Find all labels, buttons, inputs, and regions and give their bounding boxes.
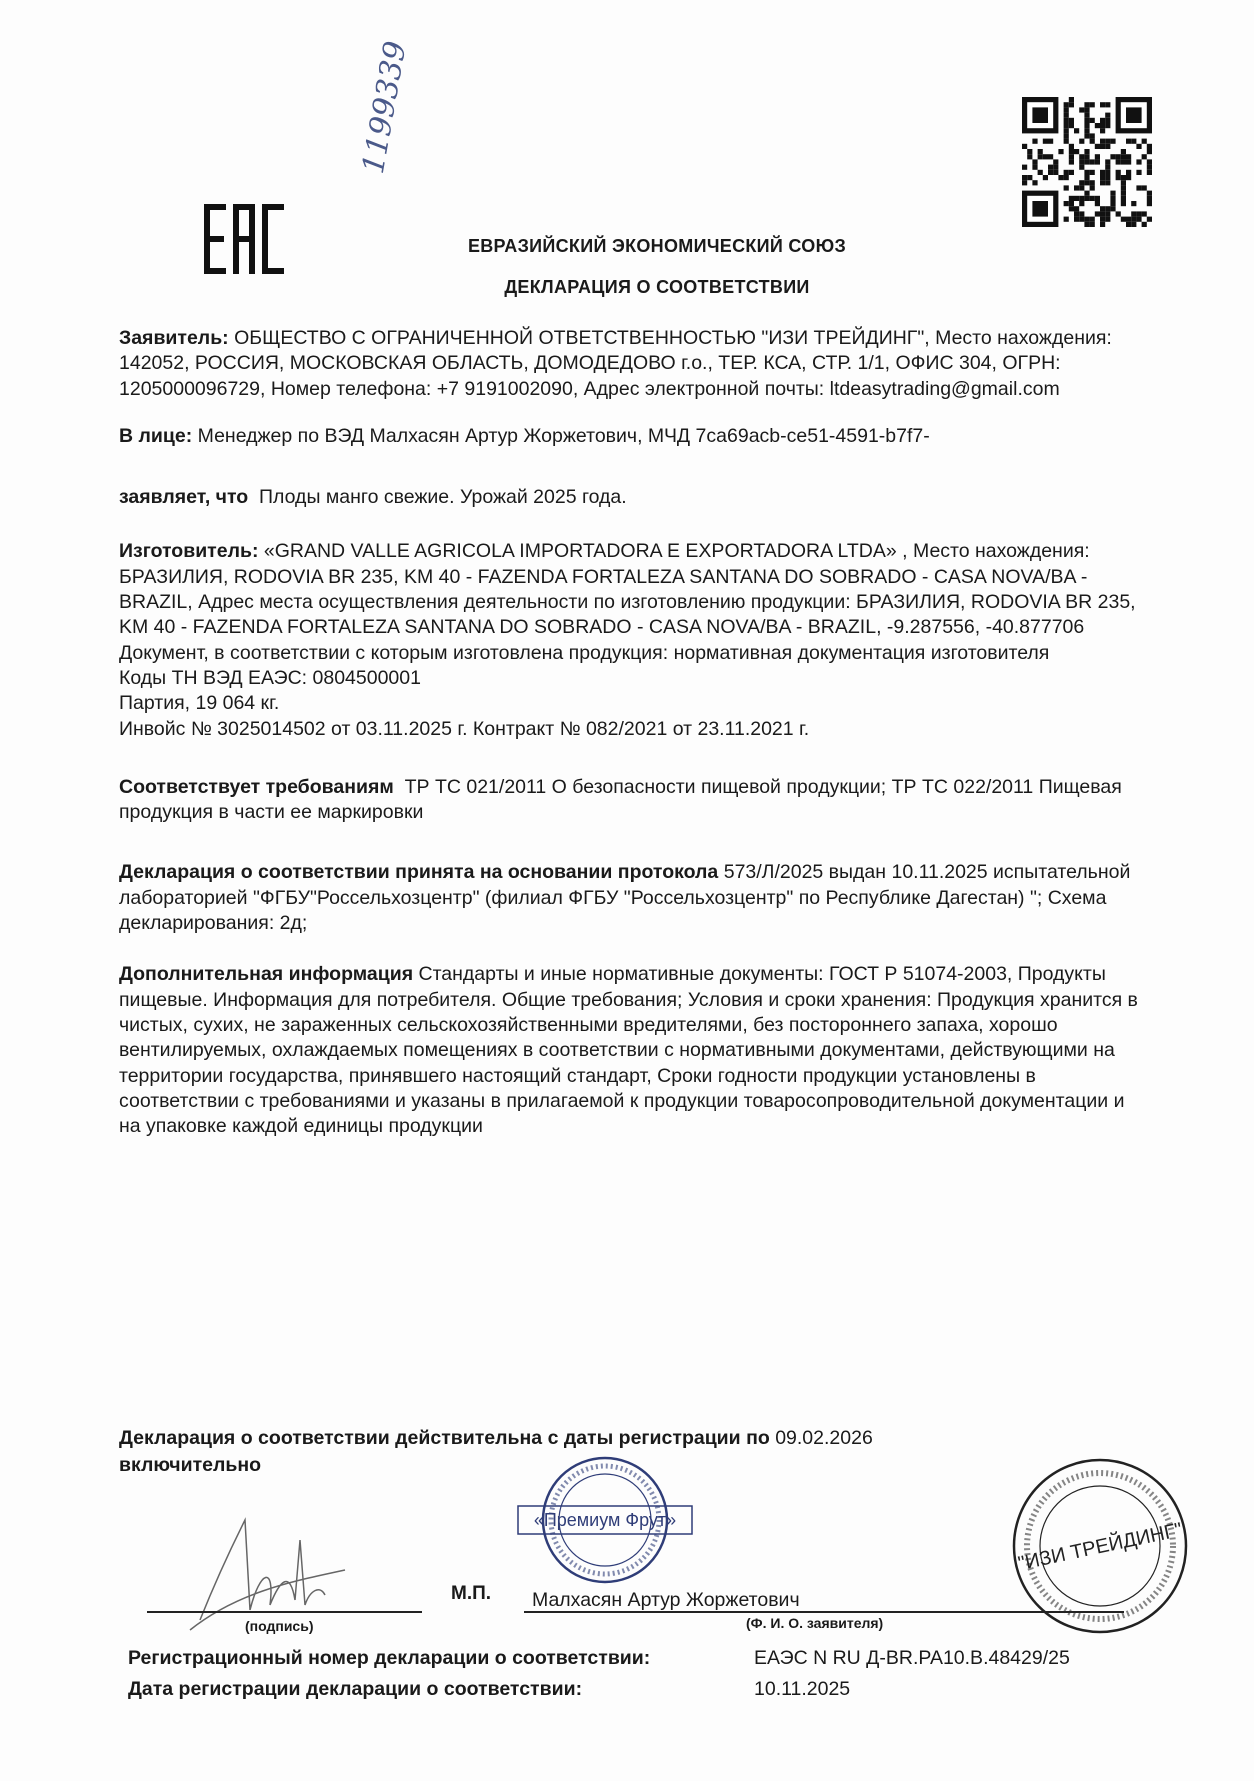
registration-number-label: Регистрационный номер декларации о соответствии:: [128, 1647, 651, 1669]
manufacturer-label: Изготовитель:: [119, 540, 259, 563]
document-title: ДЕКЛАРАЦИЯ О СООТВЕТСТВИИ: [504, 277, 810, 297]
mp-label: М.П.: [451, 1583, 492, 1604]
basis-section: [119, 860, 1149, 936]
premium-fruit-stamp: [515, 1456, 695, 1584]
additional-section: [119, 962, 1149, 1139]
conforms-section: [119, 775, 1149, 826]
validity-date: 09.02.2026: [775, 1427, 873, 1449]
registration-date: 10.11.2025: [754, 1678, 851, 1700]
manufacturer-section: [119, 539, 1149, 741]
represented-text: Менеджер по ВЭД Малхасян Артур Жоржетович, МЧД 7ca69acb-ce51-4591-b7f7-: [197, 424, 930, 447]
additional-label: Дополнительная информация: [119, 963, 414, 986]
registration-number: ЕАЭС N RU Д-BR.PA10.В.48429/25: [754, 1647, 1070, 1669]
batch: Партия, 19 064 кг.: [119, 692, 280, 715]
hs-codes: Коды ТН ВЭД ЕАЭС: 0804500001: [119, 666, 421, 689]
invoice: Инвойс № 3025014502 от 03.11.2025 г. Контракт № 082/2021 от 23.11.2021 г.: [119, 717, 810, 740]
union-title: ЕВРАЗИЙСКИЙ ЭКОНОМИЧЕСКИЙ СОЮЗ: [467, 236, 847, 256]
additional-text: Стандарты и иные нормативные документы: ГОСТ Р 51074-2003, Продукты пищевые. Информация для потребителя. Общие требования; Условия и сроки хранения: Продукция хранится в чистых, сухих, не зараженных сельскохозяйственными вредителями, без постороннего запаха, хорошо вентилируемых, охлаждаемых помещениях в соответствии с нормативными документами, действующими на территории государства, принявшего настоящий стандарт, Сроки годности продукции установлены в соответствии с требованиями и указаны в прилагаемой к продукции товаросопроводительной документации и на упаковке каждой единицы продукции: [119, 963, 1138, 1138]
represented-section: [119, 424, 1149, 449]
premium-stamp-center: «Премиум Фрут»: [533, 1510, 677, 1530]
basis-label: Декларация о соответствии принята на основании протокола: [119, 861, 719, 884]
basis-text: 573/Л/2025 выдан 10.11.2025 испытательной лабораторией "ФГБУ"Россельхозцентр" (филиал ФГБУ "Россельхозцентр" по Республике Дагестан) "; Схема декларирования: 2д;: [119, 861, 1131, 935]
registration-date-label: Дата регистрации декларации о соответствии:: [128, 1678, 583, 1700]
easy-trading-stamp: [1010, 1456, 1190, 1636]
applicant-label: Заявитель:: [119, 327, 229, 349]
product-text: Плоды манго свежие. Урожай 2025 года.: [259, 486, 627, 509]
conforms-label: Соответствует требованиям: [119, 775, 394, 798]
qr-code: [1022, 97, 1158, 227]
validity-suffix: включительно: [119, 1454, 262, 1476]
manufacturing-document: Документ, в соответствии с которым изготовлена продукция: нормативная документация изготовителя: [119, 641, 1050, 664]
validity-label: Декларация о соответствии действительна с даты регистрации по: [119, 1427, 770, 1449]
handwritten-number: 1199339: [355, 38, 414, 177]
declares-section: [119, 485, 1149, 510]
represented-label: В лице:: [119, 424, 193, 447]
signature-caption: (подпись): [245, 1618, 314, 1634]
name-caption: (Ф. И. О. заявителя): [746, 1615, 884, 1631]
signature-line: [147, 1611, 422, 1613]
applicant-text: ОБЩЕСТВО С ОГРАНИЧЕННОЙ ОТВЕТСТВЕННОСТЬЮ "ИЗИ ТРЕЙДИНГ", Место нахождения: 142052, РОССИЯ, МОСКОВСКАЯ ОБЛАСТЬ, ДОМОДЕДОВО г.о., ТЕР. КСА, СТР. 1/1, ОФИС 304, ОГРН: 1205000096729, Номер телефона: +7 9191002090, Адрес электронной почты: ltdeasytrading@gmail.com: [119, 327, 1112, 400]
declares-label: заявляет, что: [119, 486, 249, 509]
applicant-section: [119, 326, 1149, 402]
applicant-name: Малхасян Артур Жоржетович: [532, 1589, 800, 1611]
document-body: [119, 326, 1149, 1139]
easy-stamp-center: "ИЗИ ТРЕЙДИНГ": [1016, 1518, 1185, 1576]
manufacturer-text: «GRAND VALLE AGRICOLA IMPORTADORA E EXPORTADORA LTDA» , Место нахождения: БРАЗИЛИЯ, RODOVIA BR 235, KM 40 - FAZENDA FORTALEZA SANTANA DO SOBRADO - CASA NOVA/BA - BRAZIL, Адрес места осуществления деятельности по изготовлению продукции: БРАЗИЛИЯ, RODOVIA BR 235, KM 40 - FAZENDA FORTALEZA SANTANA DO SOBRADO - CASA NOVA/BA - BRAZIL, -9.287556, -40.877706: [119, 540, 1136, 639]
conforms-text: ТР ТС 021/2011 О безопасности пищевой продукции; ТР ТС 022/2011 Пищевая продукция в части ее маркировки: [119, 775, 1122, 824]
